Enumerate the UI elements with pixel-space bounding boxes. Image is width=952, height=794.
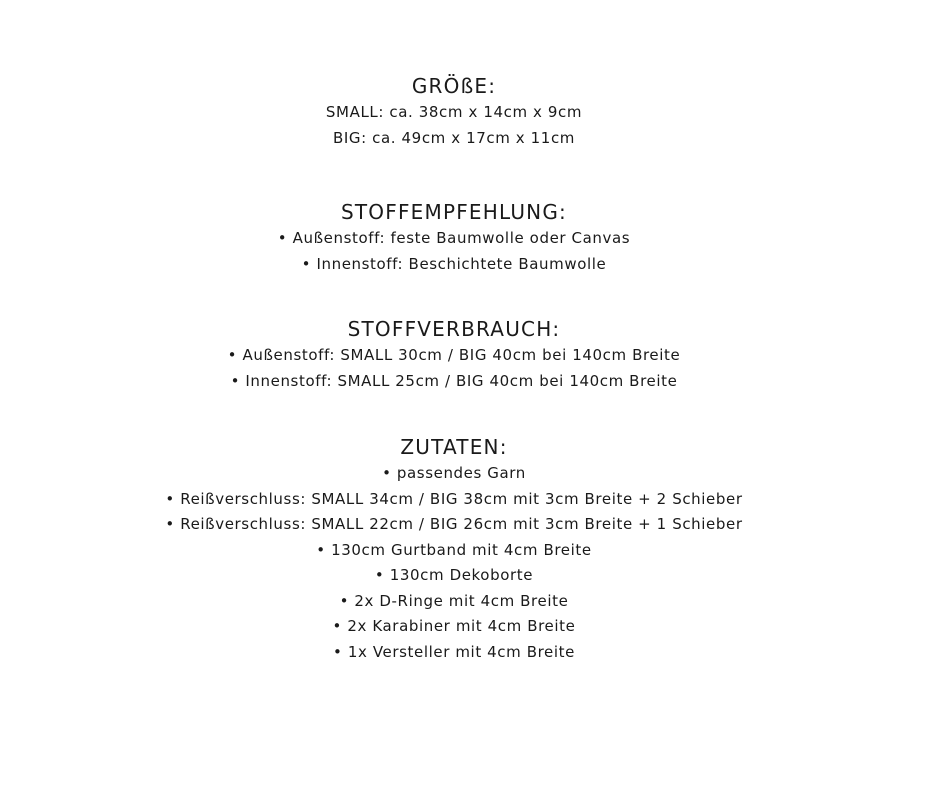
list-item: • 2x D-Ringe mit 4cm Breite [339,591,569,610]
section-stoffverbrauch [0,316,908,394]
list-item: • Innenstoff: SMALL 25cm / BIG 40cm bei 140cm Breite [230,371,678,390]
list-item: • Außenstoff: SMALL 30cm / BIG 40cm bei 140cm Breite [227,346,681,364]
section-zutaten [0,434,908,665]
list-item: • 130cm Dekoborte [374,566,534,584]
list-item: • 2x Karabiner mit 4cm Breite [332,617,576,635]
size-line-small: SMALL: ca. 38cm x 14cm x 9cm [325,103,583,121]
list-item: • Innenstoff: Beschichtete Baumwolle [301,254,607,273]
size-line-big: BIG: ca. 49cm x 17cm x 11cm [333,128,575,147]
list-item: • Reißverschluss: SMALL 34cm / BIG 38cm mit 3cm Breite + 2 Schieber [165,489,743,508]
section-groesse [0,73,908,151]
list-item: • Reißverschluss: SMALL 22cm / BIG 26cm mit 3cm Breite + 1 Schieber [165,515,743,533]
list-item: • Außenstoff: feste Baumwolle oder Canvas [277,229,631,247]
heading-stoffverbrauch: STOFFVERBRAUCH: [347,317,561,341]
list-item: • passendes Garn [382,464,526,482]
list-item: • 130cm Gurtband mit 4cm Breite [316,540,592,559]
heading-groesse: GRÖßE: [411,74,497,98]
heading-zutaten: ZUTATEN: [400,435,508,459]
section-stoffempfehlung [0,199,908,277]
heading-stoffempfehlung: STOFFEMPFEHLUNG: [341,200,567,224]
list-item: • 1x Versteller mit 4cm Breite [333,642,575,661]
